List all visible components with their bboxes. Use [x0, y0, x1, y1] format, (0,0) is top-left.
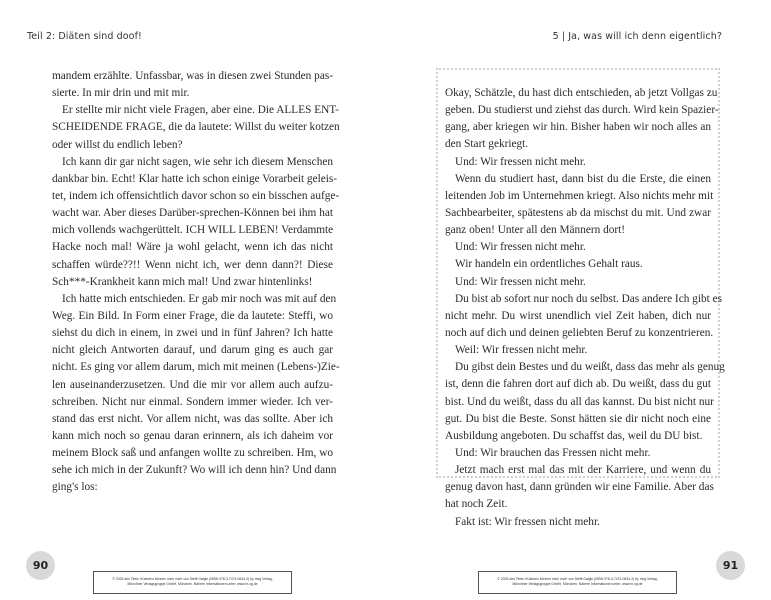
- text-line: ist, denn die fahren dort auf dich ab. Du weißt, dass du gut: [445, 378, 711, 391]
- paragraph: [445, 171, 714, 240]
- text-line: SCHEIDENDE FRAGE, die da lautete: Willst du weiter kotzen: [52, 121, 340, 134]
- text-line: ganz oben! Unter all den Männern dort!: [445, 224, 626, 237]
- imprint-box-left: [93, 571, 292, 594]
- text-line: nicht. Es ging vor allem darum, mich mit meinen (Lebens-)Zie-: [52, 361, 340, 374]
- text-line: noch auf dich und deinen geliebten Beruf zu konzentrieren.: [445, 326, 714, 339]
- text-line: Weg. Ein Bild. In Form einer Frage, die da lautete: Steffi, wo: [52, 309, 333, 322]
- text-line: hat noch Zeit.: [445, 498, 508, 511]
- imprint-line: Münchner Verlagsgruppe GmbH, München. Nähere Informationen unter: www.m-vg.de: [127, 582, 258, 586]
- text-line: Wir handeln ein ordentliches Gehalt raus.: [455, 258, 643, 271]
- text-line: mandem erzählte. Unfassbar, was in diesen zwei Stunden pas-: [52, 70, 333, 82]
- paragraph: [445, 291, 722, 342]
- text-line: Wenn du studiert hast, dann bist du die Erste, die einen: [455, 172, 711, 185]
- text-line: Und: Wir fressen nicht mehr.: [455, 155, 586, 168]
- text-line: sierte. In mir drin und mit mir.: [52, 87, 190, 100]
- text-line: oder willst du endlich leben?: [52, 138, 183, 151]
- text-line: Du gibst dein Bestes und du weißt, dass das mehr als genug: [455, 361, 725, 374]
- text-line: Er stellte mir nicht viele Fragen, aber eine. Die ALLES ENT-: [62, 104, 339, 117]
- text-line: mich vollends wachgerüttelt. ICH WILL LEBEN! Verdammte: [52, 224, 334, 237]
- text-line: meinem Block saß und anfangen wollte zu schreiben. Hm, wo: [52, 447, 333, 460]
- paragraph: [445, 342, 711, 359]
- text-line: leitenden Job im Unternehmen kriegt. Also nichts mehr mit: [445, 189, 714, 202]
- text-line: Weil: Wir fressen nicht mehr.: [455, 344, 588, 357]
- text-line: len auseinanderzusetzen. Und die mir vor allem auch aufzu-: [52, 378, 333, 391]
- paragraph: [445, 85, 719, 154]
- paragraph: [52, 154, 340, 291]
- text-line: Sch***-Krankheit kann mich mal! Und zwar hintenlinks!: [52, 275, 313, 288]
- text-line: wacht war. Aber dieses Darüber-sprechen-Können bei ihm hat: [52, 207, 333, 220]
- text-line: nicht mehr. Du wirst unendlich viel Zeit haben, dich nur: [445, 309, 711, 322]
- text-line: Fakt ist: Wir fressen nicht mehr.: [455, 515, 600, 528]
- page-number-right: 91: [716, 551, 745, 580]
- paragraph: [445, 462, 714, 513]
- page-number-left: 90: [26, 551, 55, 580]
- text-line: schaffen würde??!! Wenn nicht ich, wer denn dann?! Diese: [52, 258, 333, 271]
- text-line: Und: Wir fressen nicht mehr.: [455, 275, 586, 288]
- text-line: geben. Du studierst und ziehst das durch. Wird kein Spazier-: [445, 104, 719, 117]
- paragraph: [445, 154, 711, 171]
- paragraph: [445, 359, 725, 445]
- paragraph: [445, 445, 711, 462]
- paragraph: [445, 256, 711, 273]
- text-line: den Start gekriegt.: [445, 138, 529, 151]
- text-line: Jetzt mach erst mal das mit der Karriere, und wenn du: [455, 464, 711, 477]
- text-line: ging's los:: [52, 481, 98, 494]
- text-line: Okay, Schätzle, du hast dich entschieden, ab jetzt Vollgas zu: [445, 87, 718, 99]
- text-line: kann mich noch so genau daran erinnern, als ich daheim vor: [52, 429, 333, 442]
- imprint-line: © 2025 des Titels »Kalorien können mich mal« von Steffi Gaigle (ISBN 978-3-7474-0634-2) by mvg Verlag,: [497, 577, 658, 581]
- paragraph: [445, 514, 711, 531]
- text-line: Und: Wir brauchen das Fressen nicht mehr.: [455, 446, 651, 459]
- text-line: nicht gleich Antworten darauf, und darum ging es auch gar: [52, 344, 333, 357]
- text-line: dankbar bin. Echt! Klar hatte ich schon einige Vorarbeit geleis-: [52, 172, 338, 185]
- text-line: Ich hatte mich entschieden. Er gab mir noch was mit auf den: [62, 292, 337, 305]
- left-page-body: [52, 68, 340, 497]
- paragraph: [52, 68, 333, 102]
- text-line: stand das erst nicht. Vor allem nicht, was das sollte. Aber ich: [52, 412, 333, 425]
- imprint-line: Münchner Verlagsgruppe GmbH, München. Nähere Informationen unter: www.m-vg.de: [512, 582, 643, 586]
- text-line: schreiben. Nicht nur einmal. Sondern immer wieder. Ich ver-: [52, 395, 333, 408]
- text-line: tet, indem ich offensichtlich davor schon so ein bisschen aufge-: [52, 189, 340, 202]
- paragraph: [52, 102, 340, 153]
- text-line: Ich kann dir gar nicht sagen, wie sehr ich diesem Menschen: [62, 155, 333, 168]
- imprint-box-right: [478, 571, 677, 594]
- text-line: gut. Du bist die Beste. Sonst hätten sie dir nicht noch eine: [445, 412, 711, 425]
- right-running-head: 5 | Ja, was will ich denn eigentlich?: [552, 31, 722, 42]
- paragraph: [445, 239, 711, 256]
- text-line: Ausbildung angeboten. Du schaffst das, weil du DU bist.: [445, 429, 703, 442]
- text-line: sehe ich mich in der Zukunft? Wo will ich denn hin? Und dann: [52, 464, 337, 477]
- text-line: siehst du dich in einem, in zwei und in fünf Jahren? Ich hatte: [52, 327, 333, 340]
- text-line: Und: Wir fressen nicht mehr.: [455, 241, 586, 254]
- text-line: gang, aber kriegen wir hin. Bisher haben wir noch alles an: [445, 121, 711, 134]
- text-line: bist. Und du weißt, dass du all das kannst. Du bist nicht nur: [445, 395, 714, 408]
- imprint-line: © 2025 des Titels »Kalorien können mich mal« von Steffi Gaigle (ISBN 978-3-7474-0634-2) by mvg Verlag,: [112, 577, 273, 581]
- text-line: genug davon hast, dann gründen wir eine Familie. Aber das: [445, 481, 714, 494]
- right-page-body: [445, 85, 725, 531]
- paragraph: [445, 274, 711, 291]
- text-line: Sachbearbeiter, spätestens ab da mischst du mit. Und zwar: [445, 206, 711, 219]
- paragraph: [52, 291, 340, 497]
- left-running-head: Teil 2: Diäten sind doof!: [27, 31, 142, 42]
- text-line: Hacke noch mal! Wäre ja wohl gelacht, wenn ich das nicht: [52, 241, 333, 254]
- text-line: Du bist ab sofort nur noch du selbst. Das andere Ich gibt es: [455, 292, 722, 305]
